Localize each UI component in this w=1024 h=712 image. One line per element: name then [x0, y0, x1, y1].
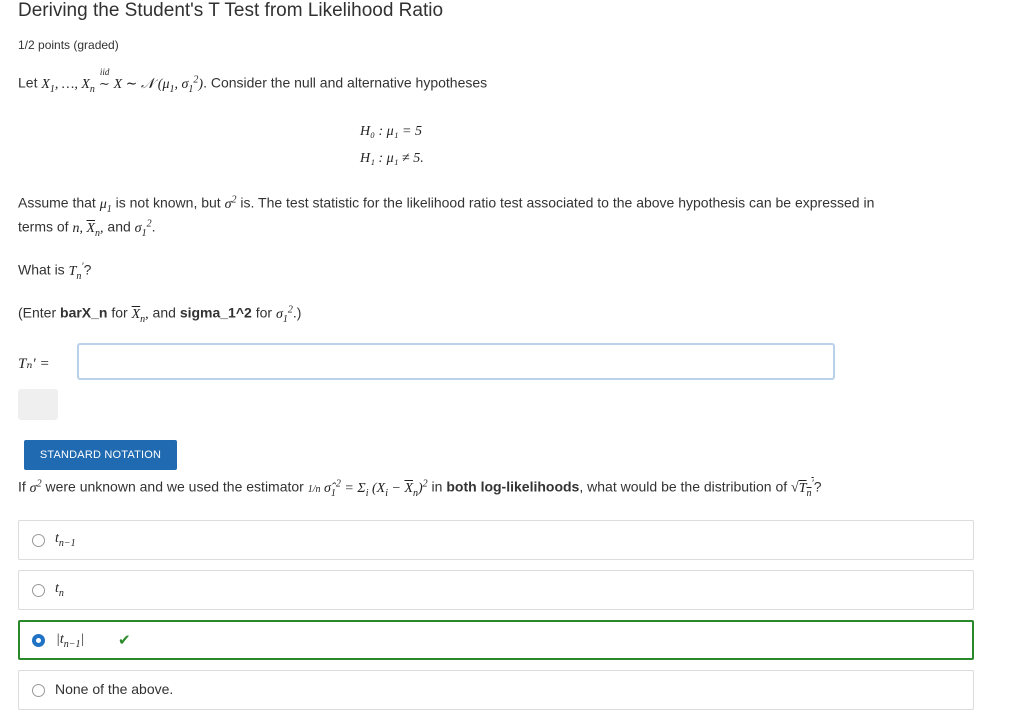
answer-label: Tₙ′ =	[18, 356, 50, 372]
followup-question: If $\sigma^2$ were unknown and we used the estimator 1/n $\sigmâ_1^2 = \Sigma_i$ $(X_i - \overline{X}_n)^2$ in both log-likelihoods, what would be the distribution of $√T_n'$?	[18, 478, 822, 499]
option-t-n-minus-1[interactable]	[18, 520, 974, 560]
option-label: $|t_{n-1}|$	[56, 632, 85, 650]
points-status: 1/2 points (graded)	[18, 38, 119, 52]
intro-text: Let $X_1$, …, $X_n$ iid ∼ X ∼ 𝒩 ($\mu_1$, $\sigma_1^2$). Consider the null and alternative hypotheses	[18, 66, 488, 95]
question-text: What is $T_n'$?	[18, 261, 92, 282]
option-label: $t_n$	[55, 581, 64, 599]
option-t-n[interactable]	[18, 570, 974, 610]
option-abs-t-n-minus-1[interactable]	[18, 620, 974, 660]
answer-input[interactable]	[77, 343, 835, 380]
radio-button-selected[interactable]	[32, 634, 45, 647]
option-label: $t_{n-1}$	[55, 531, 76, 549]
correct-check-icon: ✔	[118, 632, 131, 649]
radio-button[interactable]	[32, 584, 45, 597]
option-none[interactable]	[18, 670, 974, 710]
radio-button[interactable]	[32, 534, 45, 547]
formula-preview	[18, 389, 58, 420]
problem-title: Deriving the Student's T Test from Likelihood Ratio	[18, 0, 444, 21]
radio-button[interactable]	[32, 684, 45, 697]
assume-text-line1: Assume that $\mu_1$ is not known, but $\sigma^2$ is. The test statistic for the likelihood ratio test associated to the above hypothesis can be expressed in	[18, 194, 875, 215]
standard-notation-button[interactable]: STANDARD NOTATION	[24, 440, 177, 470]
hypothesis-alt: H₁ : μ₁ ≠ 5.	[360, 151, 424, 166]
assume-text-line2: terms of n, $\overline{X}_n$, and $\sigma_1^2$.	[18, 218, 156, 239]
enter-instructions: (Enter barX_n for $\overline{X}_n$, and sigma_1^2 for $\sigma_1^2$.)	[18, 304, 302, 325]
hypothesis-null: H₀ : μ₁ = 5	[360, 124, 422, 139]
option-label: None of the above.	[55, 681, 174, 697]
